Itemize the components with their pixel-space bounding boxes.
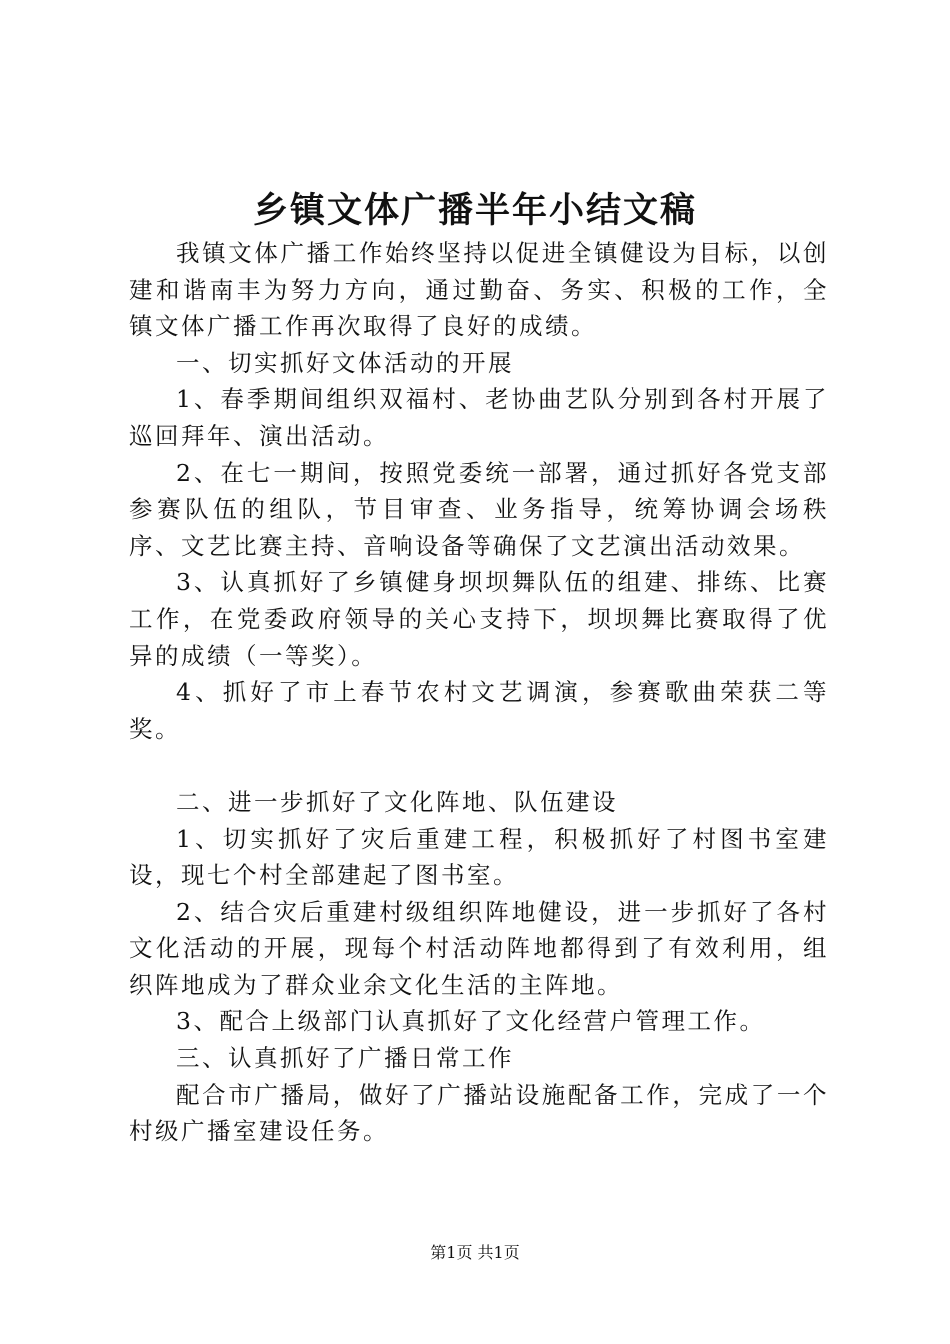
document-body xyxy=(129,235,829,1150)
section-heading-3: 三、认真抓好了广播日常工作 xyxy=(176,1044,514,1073)
paragraph-item: 2、在七一期间，按照党委统一部署，通过抓好各党支部参赛队伍的组队，节目审查、业务指导，统筹协调会场秩序、文艺比赛主持、音响设备等确保了文艺演出活动效果。 xyxy=(129,458,829,560)
paragraph-item: 1、春季期间组织双福村、老协曲艺队分别到各村开展了巡回拜年、演出活动。 xyxy=(129,385,829,450)
section-heading-2: 二、进一步抓好了文化阵地、队伍建设 xyxy=(176,787,618,816)
paragraph-item: 配合市广播局，做好了广播站设施配备工作，完成了一个村级广播室建设任务。 xyxy=(129,1080,829,1146)
document-title: 乡镇文体广播半年小结文稿 xyxy=(252,190,697,231)
page-footer: 第1页 共1页 xyxy=(430,1243,520,1262)
section-heading-1: 一、切实抓好文体活动的开展 xyxy=(176,348,514,377)
paragraph-item: 2、结合灾后重建村级组织阵地健设，进一步抓好了各村文化活动的开展，现每个村活动阵地都得到了有效利用，组织阵地成为了群众业余文化生活的主阵地。 xyxy=(129,897,829,999)
paragraph-intro: 我镇文体广播工作始终坚持以促进全镇健设为目标，以创建和谐南丰为努力方向，通过勤奋、务实、积极的工作，全镇文体广播工作再次取得了良好的成绩。 xyxy=(129,239,829,341)
paragraph-item: 3、配合上级部门认真抓好了文化经营户管理工作。 xyxy=(176,1007,766,1036)
paragraph-item: 4、抓好了市上春节农村文艺调演，参赛歌曲荣获二等奖。 xyxy=(129,678,829,743)
paragraph-item: 3、认真抓好了乡镇健身坝坝舞队伍的组建、排练、比赛工作，在党委政府领导的关心支持下，坝坝舞比赛取得了优异的成绩（一等奖）。 xyxy=(129,568,829,670)
paragraph-item: 1、切实抓好了灾后重建工程，积极抓好了村图书室建设，现七个村全部建起了图书室。 xyxy=(129,824,829,890)
